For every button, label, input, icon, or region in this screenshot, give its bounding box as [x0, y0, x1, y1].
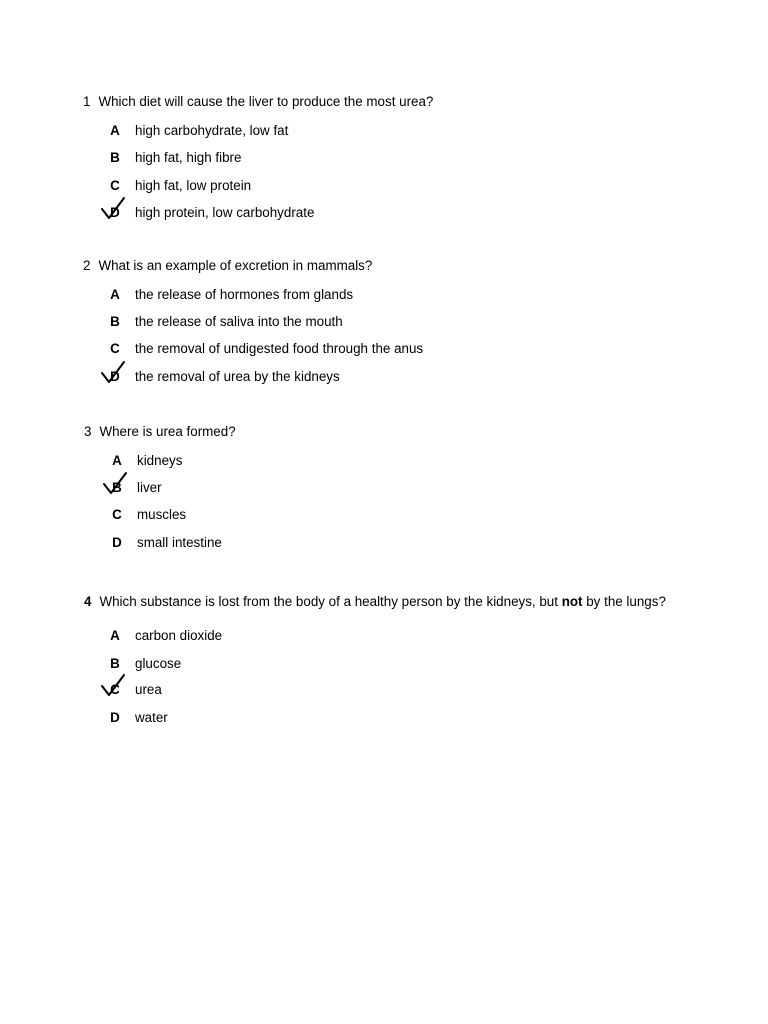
option-text: the removal of urea by the kidneys [135, 369, 340, 384]
option-text: carbon dioxide [135, 628, 223, 643]
question-number: 4 [84, 594, 92, 609]
question-stem [83, 258, 372, 274]
option-letter: D [110, 369, 120, 384]
question-stem [84, 594, 666, 610]
question-text: What is an example of excretion in mammals? [98, 258, 373, 273]
tick-mark-icon [100, 674, 128, 700]
tick-mark-icon [100, 361, 128, 387]
option-text: kidneys [137, 453, 183, 468]
option-text: muscles [137, 507, 187, 522]
option-text: the removal of undigested food through the anus [135, 341, 424, 356]
option-letter: C [110, 682, 120, 697]
option-letter: D [112, 535, 122, 550]
question-text: Which diet will cause the liver to produce the most urea? [98, 94, 434, 109]
option-letter: B [112, 480, 122, 495]
question-stem [84, 424, 236, 440]
option-letter: B [110, 314, 120, 329]
option-text: the release of hormones from glands [135, 287, 354, 302]
option-text: high fat, low protein [135, 178, 252, 193]
question-text: Where is urea formed? [99, 424, 236, 439]
option-text: the release of saliva into the mouth [135, 314, 343, 329]
option-letter: A [110, 123, 120, 138]
option-text: urea [135, 682, 162, 697]
option-letter: C [110, 178, 120, 193]
option-text: water [135, 710, 168, 725]
option-letter: C [112, 507, 122, 522]
question-number: 1 [83, 94, 91, 109]
question-text-part: by the lungs? [582, 594, 666, 609]
option-letter: A [110, 287, 120, 302]
option-text: high fat, high fibre [135, 150, 242, 165]
tick-mark-icon [100, 197, 128, 223]
option-text: liver [137, 480, 162, 495]
question-stem [83, 94, 433, 110]
option-letter: A [112, 453, 122, 468]
option-text: small intestine [137, 535, 222, 550]
question-number: 3 [84, 424, 92, 439]
option-text: high protein, low carbohydrate [135, 205, 315, 220]
option-text: high carbohydrate, low fat [135, 123, 289, 138]
option-letter: D [110, 205, 120, 220]
option-letter: D [110, 710, 120, 725]
question-number: 2 [83, 258, 91, 273]
question-text-emphasis: not [561, 594, 583, 609]
option-text: glucose [135, 656, 182, 671]
tick-mark-icon [102, 472, 130, 498]
option-letter: C [110, 341, 120, 356]
option-letter: A [110, 628, 120, 643]
option-letter: B [110, 656, 120, 671]
question-text [99, 594, 665, 609]
question-text-part: Which substance is lost from the body of a healthy person by the kidneys, but [99, 594, 562, 609]
option-letter: B [110, 150, 120, 165]
